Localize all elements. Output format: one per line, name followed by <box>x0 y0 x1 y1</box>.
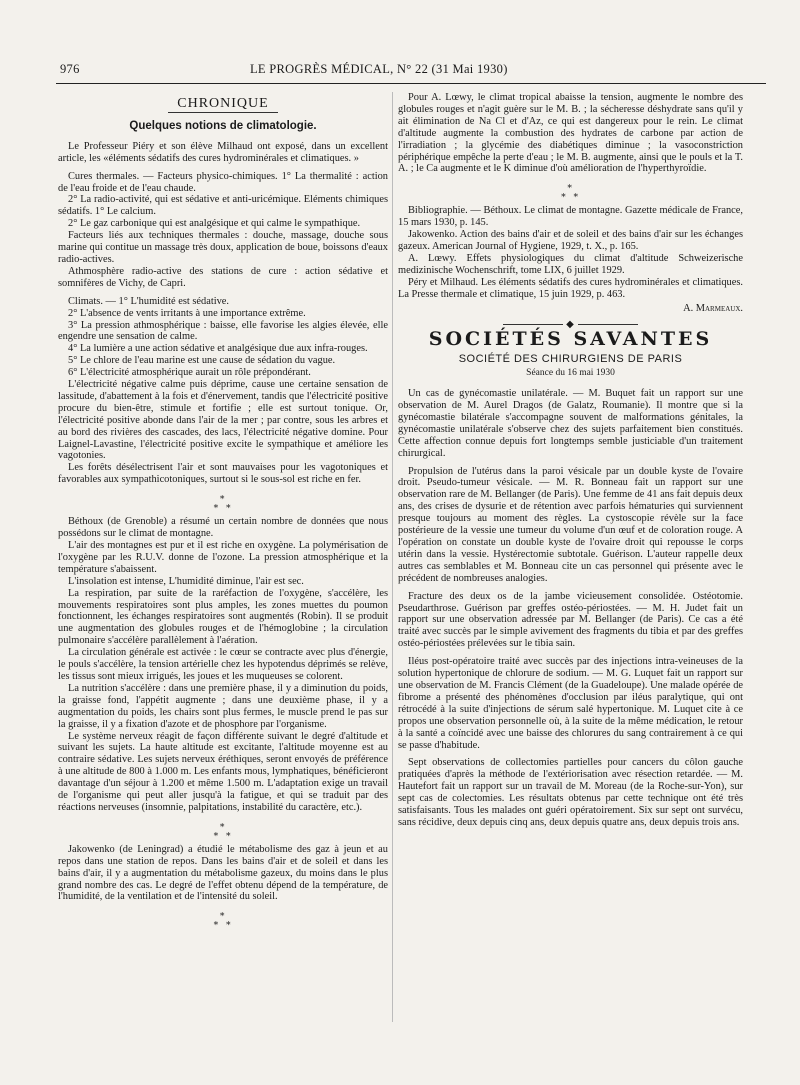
societes-savantes-title: SOCIÉTÉS SAVANTES <box>428 328 713 351</box>
session-date: Séance du 16 mai 1930 <box>526 368 615 379</box>
asterism-separator: ∗ ∗ ∗ <box>560 181 581 201</box>
paragraph: 2° Le gaz carbonique qui est analgésique et qui calme le sympathique. <box>68 218 361 230</box>
section-underline <box>168 112 278 113</box>
report-paragraph: Fracture des deux os de la jambe vicieusement consolidée. Ostéotomie. Pseudarthrose. Guérison par greffes ostéo-périostées. — M. H. Judet fait un rapport sur une observation adressée par M. Bellanger (de Paris). Ce cas a été traité avec succès par le simple avivement des fragments du tibia et par des greffes ostéo-périostées prélevées sur le tibia sain. <box>398 590 743 650</box>
paragraph: 5° Le chlore de l'eau marine est une cause de sédation du vague. <box>68 355 336 367</box>
asterism-separator: ∗ ∗ ∗ <box>212 909 234 929</box>
header-rule <box>56 83 766 84</box>
bibliography-entry: A. Lœwy. Effets physiologiques du climat d'altitude Schweizerische medizinische Wochenschrift, tome LIX, 6 juillet 1929. <box>398 252 743 276</box>
bibliography-entry: Bibliographie. — Béthoux. Le climat de montagne. Gazette médicale de France, 15 mars 1930, p. 145. <box>398 205 743 229</box>
paragraph: La circulation générale est activée : le cœur se contracte avec plus d'énergie, le pouls s'accélère, la tension artérielle chez les hypotendus déprimés se relève, les tissus sont mieux irrigués, les joues et les muqueuses se colorent. <box>58 647 388 682</box>
paragraph: Le Professeur Piéry et son élève Milhaud ont exposé, dans un excellent article, les «éléments sédatifs des cures hydrominérales et climatiques. » <box>58 140 388 164</box>
paragraph: 2° L'absence de vents irritants à une importance extrême. <box>68 307 306 319</box>
section-title-text: CHRONIQUE <box>177 96 269 111</box>
bibliography-entry: Jakowenko. Action des bains d'air et de soleil et des bains d'air sur les échanges gazeux. American Journal of Hygiene, 1929, t. X., p. 165. <box>398 229 743 253</box>
paragraph: Jakowenko (de Leningrad) a étudié le métabolisme des gaz à jeun et au repos dans une station de repos. Dans les bains d'air et de soleil et dans les bains d'air, il y a augmentation du métabolisme gazeux, du moins dans le plus grand nombre des cas. Le degré de l'effet obtenu dépend de la température, de l'humidité, de la ventilation et de l'intensité du soleil. <box>58 843 388 903</box>
paragraph: L'électricité négative calme puis déprime, cause une certaine sensation de lassitude, d'abattement à la fois et d'énervement, tandis que l'électricité positive procure du bien-être, stimule et fortifie ; elle est surtout tonique. Or, l'électricité positive abonde dans l'air de la mer ; par contre, sous les arbres et au bord des rivières des cascades, des lacs, l'électricité négative domine. Pour Laignel-Lavastine, l'électricité positive excite le sympathique et améliore les vagotonies. <box>58 379 388 462</box>
page-number: 976 <box>60 62 80 76</box>
signature: A. Marmeaux. <box>683 302 743 314</box>
paragraph: Athmosphère radio-active des stations de cure : action sédative et somnifères de Vichy, de Capri. <box>58 265 388 289</box>
paragraph: 6° L'électricité atmosphérique aurait un rôle prépondérant. <box>68 367 311 379</box>
paragraph: La nutrition s'accélère : dans une première phase, il y a diminution du poids, la graisse fond, l'appétit augmente ; dans une deuxième phase, il y a augmentation du poids, les chairs sont plus fermes, le muscle prend le pas sur la graisse, il y a fixation d'azote et de phosphore par l'organisme. <box>58 682 388 730</box>
paragraph: Le système nerveux réagit de façon différente suivant le degré d'altitude et suivant les sujets. La haute altitude est excitante, l'altitude moyenne est au contraire sédative. Les sujets nerveux éréthiques, seront envoyés de préférence à une altitude de 800 à 1.000 m. Les enfants mous, lymphatiques, bénéficieront davantage d'un séjour à 1.200 et même 1.500 m. L'adaptation exige un travail de l'organisme qui peut aller jusqu'à la fatigue, et qui se traduit par des réactions nerveuses (insomnie, palpitations, instabilité du caractère, etc.). <box>58 730 388 813</box>
report-paragraph: Propulsion de l'utérus dans la paroi vésicale par un double kyste de l'ovaire droit. Pseudo-tumeur vésicale. — M. R. Bonneau fait un rapport sur une observation rare de M. Bellanger (de Paris). Une femme de 41 ans fait depuis deux ans, des crises de dysurie et de rétention avec parfois hématuries qui surviennent presque toujours au moment des règles. La cystoscopie révèle sur la face postérieure de la vessie une tumeur du volume d'un œuf et de coloration rouge. A l'opération on constate un double kyste de l'ovaire droit qui repousse le corps utérin dans la vessie. Hystérectomie subtotale. Guérison. L'auteur rappelle deux autres cas semblables et M. Bonneau cite un cas personnel qui présente avec le précédent de nombreuses analogies. <box>398 465 743 584</box>
left-column <box>58 92 388 1072</box>
article-title: Quelques notions de climatologie. <box>129 119 317 132</box>
paragraph: La respiration, par suite de la raréfaction de l'oxygène, s'accélère, les mouvements respiratoires sont plus amples, les zones muettes du poumon fonctionnent, les échanges respiratoires sont augmentés (Robin). Il se produit une augmentation des globules rouges et de l'hémoglobine ; la circulation pulmonaire s'accélère parallèlement à l'aération. <box>58 587 388 647</box>
report-paragraph: Iléus post-opératoire traité avec succès par des injections intra-veineuses de la solution hypertonique de chlorure de sodium. — M. G. Luquet fait un rapport sur une observation de M. Francis Clément (de la Guadeloupe). Une malade opérée de fibrome a présenté des phénomènes d'occlusion par iléus paralytique, qui ont rétrocédé à la suite d'injections de sérum salé hypertonique. M. Luquet cite à ce propos une observation personnelle où, à la suite de la même médication, le retour à la santé a coïncidé avec une baisse des chlorures du sang contrairement à ce qui se passe d'habitude. <box>398 656 743 751</box>
section-title-chronique <box>58 98 388 113</box>
column-divider <box>392 92 393 1022</box>
ornament-divider: ◆ <box>398 319 743 331</box>
running-header <box>60 62 760 78</box>
paragraph: Les forêts désélectrisent l'air et sont mauvaises pour les vagotoniques et favorables aux sympathicotoniques, surtout si le sous-sol est riche en fer. <box>58 462 388 486</box>
paragraph: L'insolation est intense, L'humidité diminue, l'air est sec. <box>68 575 304 587</box>
paragraph: Béthoux (de Grenoble) a résumé un certain nombre de données que nous possédons sur le climat de montagne. <box>58 516 388 540</box>
report-paragraph: Sept observations de collectomies partielles pour cancers du côlon gauche pratiquées d'après la méthode de l'extériorisation avec résection retardée. — M. Hautefort fait un rapport sur un travail de M. Moreau (de la Roche-sur-Yon), sur sept cas de colectomies. Les résultats obtenus par cette technique ont été très satisfaisants. Tous les malades ont guéri opératoirement. Six sur sept ont survécu, sans récidive, deux depuis cinq ans, deux depuis quatre ans, deux depuis trois ans. <box>398 757 743 828</box>
paragraph: 2° La radio-activité, qui est sédative et anti-uricémique. Eléments chimiques sédatifs. 1° Le calcium. <box>58 194 388 218</box>
paragraph: Cures thermales. — Facteurs physico-chimiques. 1° La thermalité : action de l'eau froide et de l'eau chaude. <box>58 170 388 194</box>
report-paragraph: Un cas de gynécomastie unilatérale. — M. Buquet fait un rapport sur une observation de M. Aurel Dragos (de Galatz, Roumanie). Il montre que si la gynécomastie bilatérale s'accompagne souvent de malformations génitales, la gynécomastie unilatérale s'observe chez des sujets parfaitement bien constitués. Cette affection connue depuis fort longtemps semble justiciable d'un traitement chirurgical. <box>398 388 743 459</box>
paragraph: L'air des montagnes est pur et il est riche en oxygène. La polymérisation de l'oxygène par les R.U.V. donne de l'ozone. La pression atmosphérique et la température s'abaissent. <box>58 540 388 575</box>
society-name: SOCIÉTÉ DES CHIRURGIENS DE PARIS <box>458 353 683 366</box>
paragraph: Facteurs liés aux techniques thermales : douche, massage, douche sous marine qui contitue un massage très doux, application de boue, boissons d'eaux radio-actives. <box>58 230 388 265</box>
right-column <box>398 92 743 1072</box>
asterism-separator: ∗ ∗ ∗ <box>212 492 234 512</box>
bibliography-entry: Péry et Milhaud. Les éléments sédatifs des cures hydrominérales et climatiques. La Presse thermale et climatique, 15 juin 1929, p. 463. <box>398 276 743 300</box>
paragraph: Climats. — 1° L'humidité est sédative. <box>68 295 229 307</box>
paragraph: 3° La pression athmosphérique : baisse, elle favorise les algies élevée, elle engendre une sensation de calme. <box>58 319 388 343</box>
asterism-separator: ∗ ∗ ∗ <box>212 819 234 839</box>
paragraph: 4° La lumière a une action sédative et analgésique due aux infra-rouges. <box>68 343 368 355</box>
running-title: LE PROGRÈS MÉDICAL, N° 22 (31 Mai 1930) <box>250 62 508 76</box>
paragraph: Pour A. Lœwy, le climat tropical abaisse la tension, augmente le nombre des globules rouges et n'agit guère sur le M. B. ; la sécheresse déshydrate sans qu'il y ait élimination de Na Cl et d'Az, ce qui est dangereux pour le rein. Le climat d'altitude augmente la combustion des hydrates de carbone par action de l'irradiation ; la glycémie des diabétiques diminue ; la vasoconstriction périphérique empêche la perte d'eau ; le M. B. augmente, ainsi que le pouls et la T. A. ; le Ca augmente et le K diminue d'où amélioration de l'hyperthyroïdie. <box>398 92 743 175</box>
